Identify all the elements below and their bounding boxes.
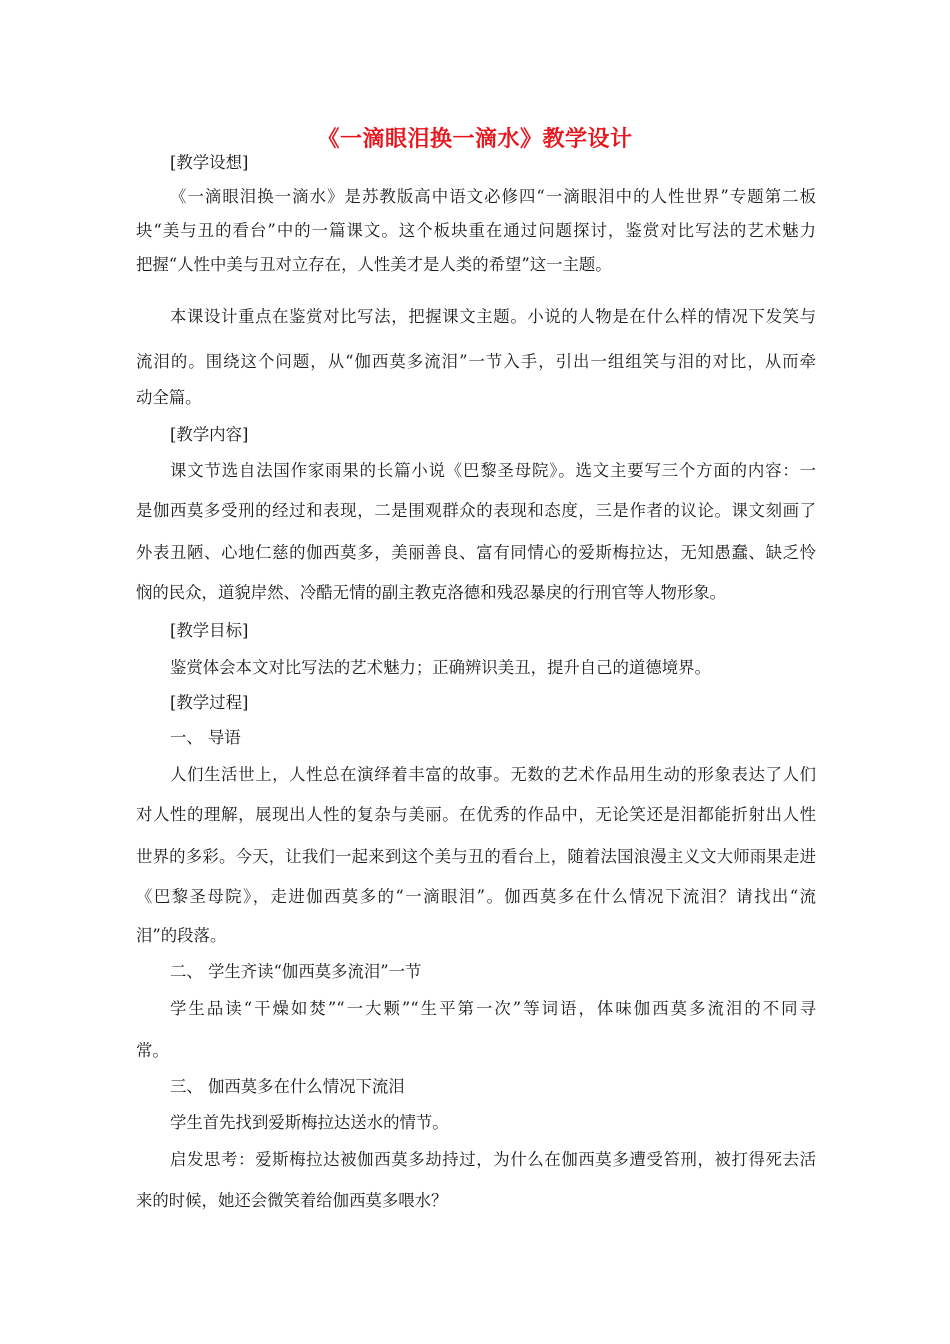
paragraph-line: 课文节选自法国作家雨果的长篇小说《巴黎圣母院》。选文主要写三个方面的内容：一 <box>170 461 816 480</box>
paragraph-line: 是伽西莫多受刑的经过和表现，二是围观群众的表现和态度，三是作者的议论。课文刻画了 <box>136 501 816 520</box>
paragraph-line: 《一滴眼泪换一滴水》是苏教版高中语文必修四“一滴眼泪中的人性世界”专题第二板 <box>170 187 816 206</box>
document-title: 《一滴眼泪换一滴水》教学设计 <box>317 127 633 152</box>
paragraph-line: 人们生活世上，人性总在演绎着丰富的故事。无数的艺术作品用生动的形象表达了人们 <box>170 765 816 784</box>
paragraph-line: 启发思考：爱斯梅拉达被伽西莫多劫持过，为什么在伽西莫多遭受笞刑，被打得死去活 <box>170 1150 816 1169</box>
paragraph-line: 悯的民众，道貌岸然、冷酷无情的副主教克洛德和残忍暴戾的行刑官等人物形象。 <box>136 583 727 602</box>
section-heading-design-idea: [教学设想] <box>170 153 249 172</box>
paragraph-line: 学生品读“干燥如焚”“一大颗”“生平第一次”等词语，体味伽西莫多流泪的不同寻 <box>170 999 816 1018</box>
section-heading-process: [教学过程] <box>170 693 249 712</box>
paragraph-line: 对人性的理解，展现出人性的复杂与美丽。在优秀的作品中，无论笑还是泪都能折射出人性 <box>136 805 816 824</box>
paragraph-line: 世界的多彩。今天，让我们一起来到这个美与丑的看台上，随着法国浪漫主义文大师雨果走进 <box>136 847 816 866</box>
paragraph-line: 鉴赏体会本文对比写法的艺术魅力；正确辨识美丑，提升自己的道德境界。 <box>170 658 711 677</box>
list-heading: 二、 学生齐读“伽西莫多流泪”一节 <box>170 962 422 981</box>
paragraph-line: 学生首先找到爱斯梅拉达送水的情节。 <box>170 1113 449 1132</box>
section-heading-content: [教学内容] <box>170 425 249 444</box>
paragraph-line: 泪”的段落。 <box>136 926 227 945</box>
paragraph-line: 动全篇。 <box>136 388 202 407</box>
list-heading: 三、 伽西莫多在什么情况下流泪 <box>170 1077 405 1096</box>
paragraph-line: 外表丑陋、心地仁慈的伽西莫多，美丽善良、富有同情心的爱斯梅拉达，无知愚蠢、缺乏怜 <box>136 543 816 562</box>
section-heading-goals: [教学目标] <box>170 621 249 640</box>
paragraph-line: 流泪的。围绕这个问题，从“伽西莫多流泪”一节入手，引出一组组笑与泪的对比，从而牵 <box>136 352 816 371</box>
paragraph-line: 块“美与丑的看台”中的一篇课文。这个板块重在通过问题探讨，鉴赏对比写法的艺术魅力 <box>136 221 816 240</box>
paragraph-line: 把握“人性中美与丑对立存在，人性美才是人类的希望”这一主题。 <box>136 255 612 274</box>
paragraph-line: 本课设计重点在鉴赏对比写法，把握课文主题。小说的人物是在什么样的情况下发笑与 <box>170 307 816 326</box>
paragraph-line: 来的时候，她还会微笑着给伽西莫多喂水？ <box>136 1191 448 1210</box>
paragraph-line: 《巴黎圣母院》，走进伽西莫多的“一滴眼泪”。伽西莫多在什么情况下流泪？请找出“流 <box>136 887 816 906</box>
list-heading: 一、 导语 <box>170 728 241 747</box>
paragraph-line: 常。 <box>136 1041 169 1060</box>
